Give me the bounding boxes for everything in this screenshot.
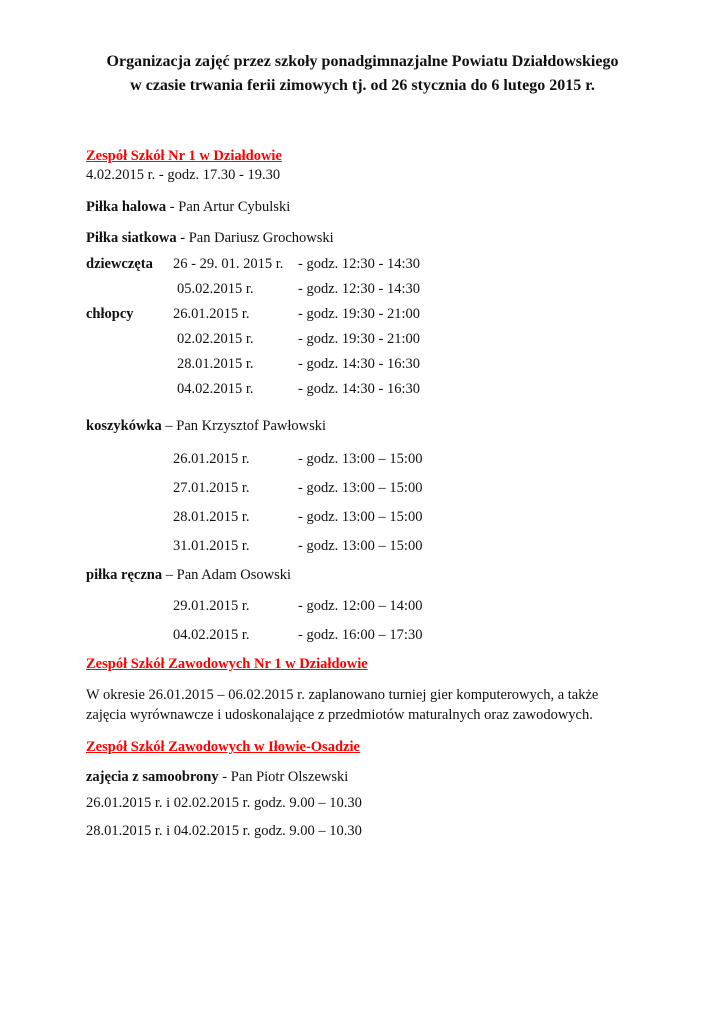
dziewczeta-label: dziewczęta bbox=[86, 256, 153, 272]
pilka-halowa-line bbox=[86, 198, 290, 216]
basket-date: 28.01.2015 r. bbox=[173, 509, 250, 525]
pilka-reczna-label: piłka ręczna bbox=[86, 567, 163, 583]
pilka-reczna-teacher: – Pan Adam Osowski bbox=[162, 567, 292, 583]
document-title-line-2: w czasie trwania ferii zimowych tj. od 26 stycznia do 6 lutego 2015 r. bbox=[130, 77, 595, 94]
samoobrona-teacher: - Pan Piotr Olszewski bbox=[218, 769, 349, 785]
basket-time: - godz. 13:00 – 15:00 bbox=[298, 538, 423, 554]
koszykowka-teacher: – Pan Krzysztof Pawłowski bbox=[161, 418, 327, 434]
pilka-halowa-teacher: - Pan Artur Cybulski bbox=[166, 199, 291, 215]
handball-time: - godz. 16:00 – 17:30 bbox=[298, 627, 423, 643]
volley-time: - godz. 12:30 - 14:30 bbox=[298, 281, 421, 297]
school-3-heading: Zespół Szkół Zawodowych w Iłowie-Osadzie bbox=[86, 739, 360, 755]
school-3-schedule-line-1: 26.01.2015 r. i 02.02.2015 r. godz. 9.00 – 10.30 bbox=[86, 795, 362, 811]
samoobrona-label: zajęcia z samoobrony bbox=[86, 769, 219, 785]
pilka-siatkowa-label: Piłka siatkowa bbox=[86, 230, 177, 246]
volley-date: 28.01.2015 r. bbox=[177, 356, 254, 372]
handball-time: - godz. 12:00 – 14:00 bbox=[298, 598, 423, 614]
koszykowka-line bbox=[86, 417, 326, 435]
volley-time: - godz. 19:30 - 21:00 bbox=[298, 331, 421, 347]
volley-date: 02.02.2015 r. bbox=[177, 331, 254, 347]
chlopcy-label: chłopcy bbox=[86, 306, 134, 322]
school-2-text-line-1: W okresie 26.01.2015 – 06.02.2015 r. zaplanowano turniej gier komputerowych, a także bbox=[86, 687, 599, 703]
basket-time: - godz. 13:00 – 15:00 bbox=[298, 509, 423, 525]
pilka-siatkowa-teacher: - Pan Dariusz Grochowski bbox=[176, 230, 334, 246]
volley-time: - godz. 19:30 - 21:00 bbox=[298, 306, 421, 322]
handball-date: 04.02.2015 r. bbox=[173, 627, 250, 643]
handball-date: 29.01.2015 r. bbox=[173, 598, 250, 614]
volley-time: - godz. 14:30 - 16:30 bbox=[298, 356, 421, 372]
pilka-halowa-label: Piłka halowa bbox=[86, 199, 167, 215]
pilka-siatkowa-line bbox=[86, 229, 334, 247]
basket-date: 27.01.2015 r. bbox=[173, 480, 250, 496]
basket-date: 26.01.2015 r. bbox=[173, 451, 250, 467]
volley-time: - godz. 14:30 - 16:30 bbox=[298, 381, 421, 397]
volley-date: 26.01.2015 r. bbox=[173, 306, 250, 322]
basket-time: - godz. 13:00 – 15:00 bbox=[298, 480, 423, 496]
samoobrona-line bbox=[86, 768, 348, 786]
school-1-heading: Zespół Szkół Nr 1 w Działdowie bbox=[86, 148, 282, 164]
school-2-text-line-2: zajęcia wyrównawcze i udoskonalające z przedmiotów maturalnych oraz zawodowych. bbox=[86, 707, 593, 723]
pilka-reczna-line bbox=[86, 566, 291, 584]
volley-date: 05.02.2015 r. bbox=[177, 281, 254, 297]
volley-time: - godz. 12:30 - 14:30 bbox=[298, 256, 421, 272]
basket-date: 31.01.2015 r. bbox=[173, 538, 250, 554]
volley-date: 26 - 29. 01. 2015 r. bbox=[173, 256, 284, 272]
koszykowka-label: koszykówka bbox=[86, 418, 162, 434]
volley-date: 04.02.2015 r. bbox=[177, 381, 254, 397]
basket-time: - godz. 13:00 – 15:00 bbox=[298, 451, 423, 467]
school-2-heading: Zespół Szkół Zawodowych Nr 1 w Działdowie bbox=[86, 656, 368, 672]
school-1-date-line: 4.02.2015 r. - godz. 17.30 - 19.30 bbox=[86, 167, 281, 183]
school-3-schedule-line-2: 28.01.2015 r. i 04.02.2015 r. godz. 9.00 – 10.30 bbox=[86, 823, 362, 839]
document-title-line-1: Organizacja zajęć przez szkoły ponadgimnazjalne Powiatu Działdowskiego bbox=[106, 53, 619, 70]
